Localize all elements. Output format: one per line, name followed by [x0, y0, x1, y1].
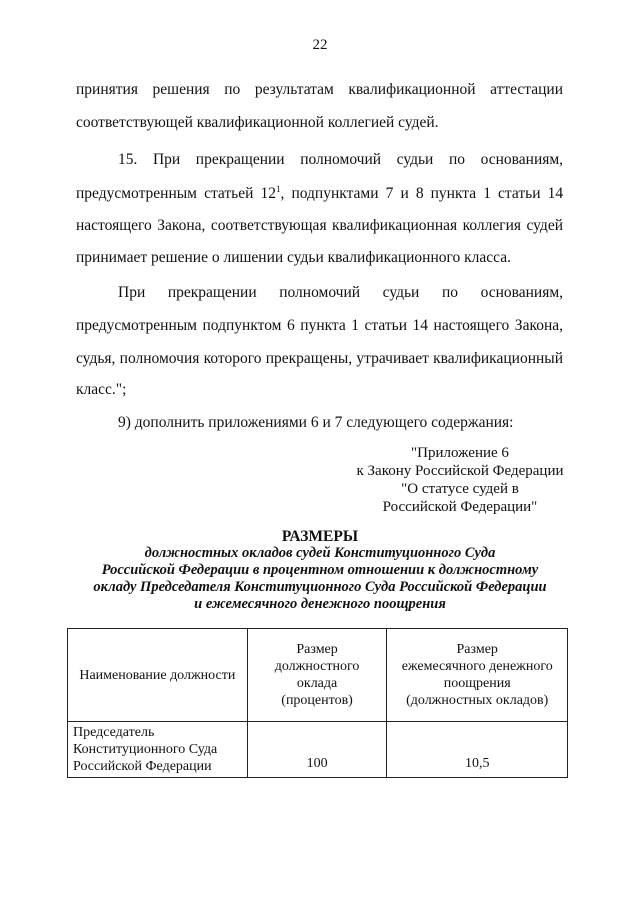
- word: предусмотренным: [76, 185, 197, 202]
- paragraph-1-line-1: [76, 80, 563, 100]
- word: статьи 14: [498, 185, 564, 202]
- word: результатам: [254, 81, 334, 98]
- title-sub-line-3: окладу Председателя Конституционного Суда Российской Федерации: [93, 579, 547, 595]
- word: судьи: [396, 151, 434, 168]
- paragraph-3-line-2: предусмотренным подпунктом 6 пункта 1 статьи 14 настоящего Закона,: [76, 317, 563, 334]
- title-sub-line-2: Российской Федерации в процентном отношении к должностному: [101, 562, 539, 578]
- header-salary-size: Размер должностного оклада (процентов): [247, 629, 387, 722]
- title-sub-line-1: должностных окладов судей Конституционного Суда: [144, 545, 496, 561]
- appendix-line-3: "О статусе судей в: [401, 481, 519, 497]
- word: подпунктами 7: [291, 185, 394, 202]
- row-bonus-value: 10,5: [387, 722, 568, 778]
- appendix-line-2: к Закону Российской Федерации: [356, 463, 564, 479]
- salary-table: [67, 628, 568, 778]
- word: судьи: [382, 284, 420, 301]
- word: прекращении: [167, 284, 257, 301]
- table-row: [68, 722, 568, 778]
- word: аттестации: [490, 81, 564, 98]
- word: основаниям,: [480, 284, 564, 301]
- header-position-name: Наименование должности: [68, 629, 248, 722]
- paragraph-3-line-3: судья, полномочия которого прекращены, утрачивает квалификационный: [76, 350, 563, 367]
- appendix-header: [330, 444, 590, 516]
- document-title: [60, 528, 580, 613]
- word: решения: [152, 81, 210, 98]
- word: по: [441, 284, 458, 301]
- word: прекращении: [195, 151, 285, 168]
- paragraph-2-line-2: [76, 184, 563, 204]
- paragraph-3-line-4: класс.";: [76, 381, 127, 398]
- paragraph-3-line-1: [118, 283, 563, 303]
- word: принятия: [76, 81, 138, 98]
- paragraph-1-line-2: соответствующей квалификационной коллегией судей.: [76, 114, 439, 131]
- paragraph-4: 9) дополнить приложениями 6 и 7 следующего содержания:: [118, 414, 514, 431]
- table-header-row: [68, 629, 568, 722]
- word: основаниям,: [480, 151, 564, 168]
- word: пункта 1: [430, 185, 491, 202]
- appendix-line-4: Российской Федерации": [382, 499, 538, 515]
- paragraph-2-line-4: принимает решение о лишении судьи квалификационного класса.: [76, 249, 511, 266]
- title-sub-line-4: и ежемесячного денежного поощрения: [194, 596, 446, 612]
- word: и: [400, 185, 409, 202]
- word: 15. При: [118, 151, 181, 168]
- page-number: 22: [312, 37, 328, 53]
- title-main: РАЗМЕРЫ: [281, 528, 359, 545]
- row-position-name: Председатель Конституционного Суда Российской Федерации: [68, 722, 248, 778]
- row-salary-value: 100: [247, 722, 387, 778]
- word: квалификационной: [348, 81, 476, 98]
- word: полномочий: [279, 284, 361, 301]
- superscript: 1: [275, 184, 281, 194]
- appendix-line-1: "Приложение 6: [411, 445, 509, 461]
- word: полномочий: [300, 151, 382, 168]
- word: по: [224, 81, 241, 98]
- word: 8: [415, 185, 424, 202]
- paragraph-2-line-1: [118, 150, 563, 170]
- article-reference: статьей $12^1$,: [204, 184, 285, 202]
- header-bonus-size: Размер ежемесячного денежного поощрения (должностных окладов): [387, 629, 568, 722]
- word: При: [118, 284, 146, 301]
- word: по: [448, 151, 465, 168]
- paragraph-2-line-3: настоящего Закона, соответствующая квалификационная коллегия судей: [76, 217, 563, 234]
